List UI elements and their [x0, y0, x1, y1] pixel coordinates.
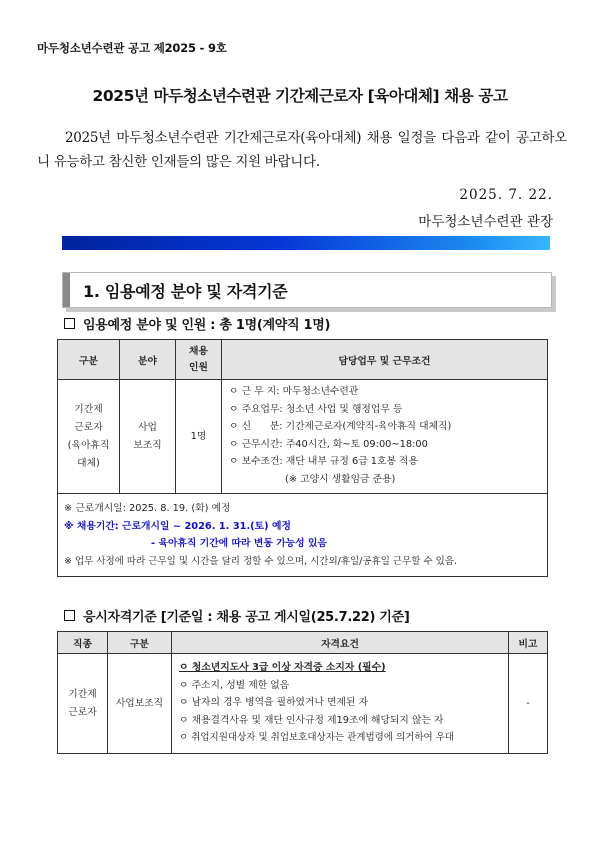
positions-table-header [58, 340, 548, 380]
note-start-date: ※ 근로개시일: 2025. 8. 19. (화) 예정 [64, 503, 231, 514]
note-period-sub: - 육아휴직 기간에 따라 변동 가능성 있음 [151, 538, 327, 549]
header-type: 구분 [108, 632, 172, 654]
cell-field [120, 380, 176, 494]
header-remarks: 비고 [509, 632, 548, 654]
page-title: 2025년 마두청소년수련관 기간제근로자 [육아대체] 채용 공고 [92, 87, 508, 105]
requirement-item-required: ㅇ 청소년지도사 3급 이상 자격증 소지자 (필수) [179, 662, 386, 673]
intro-paragraph: 2025년 마두청소년수련관 기간제근로자(육아대체) 채용 일정을 다음과 같이 공고하오니 유능하고 참신한 인재들의 많은 지원 바랍니다. [37, 130, 567, 170]
header-count [176, 340, 222, 380]
doc-number: 마두청소년수련관 공고 제2025 - 9호 [37, 41, 227, 55]
note-hours: ※ 업무 사정에 따라 근무일 및 시간을 달리 정할 수 있으며, 시간외/휴일/공휴일 근무할 수 있음. [64, 555, 458, 567]
subheading-positions-label: 임용예정 분야 및 인원 : 총 1명(계약직 1명) [83, 318, 331, 333]
subheading-qualifications-label: 응시자격기준 [기준일 : 채용 공고 게시일(25.7.22) 기준] [83, 610, 410, 625]
cell-remarks: - [509, 654, 548, 754]
cell-type-line: 대체) [77, 457, 100, 469]
duty-item: ㅇ 보수조건: 재단 내부 규정 6급 1호봉 적용 [229, 456, 418, 467]
header-requirements: 자격요건 [172, 632, 509, 654]
requirement-item: ㅇ 남자의 경우 병역을 필하였거나 면제된 자 [179, 697, 369, 708]
duty-item: ㅇ 근 무 지: 마두청소년수련관 [229, 386, 359, 397]
section-heading-label: 1. 임용예정 분야 및 자격기준 [83, 282, 288, 301]
cell-field-line: 보조직 [133, 439, 162, 451]
cell-type-line: (육아휴직 [67, 439, 110, 451]
header-count-line1: 채용 [189, 345, 208, 357]
duty-item: ㅇ 신 분: 기간제근로자(계약직-육아휴직 대체직) [229, 421, 452, 432]
qualifications-table [57, 631, 548, 754]
positions-notes [58, 494, 548, 577]
header-duties: 담당업무 및 근무조건 [222, 340, 548, 380]
header-job: 직종 [58, 632, 108, 654]
table-row [58, 654, 548, 754]
cell-duties [222, 380, 548, 494]
requirement-item: ㅇ 채용결격사유 및 재단 인사규정 제19조에 해당되지 않는 자 [179, 714, 444, 726]
cell-type-line: 기간제 [74, 403, 103, 415]
subheading-positions [64, 314, 330, 333]
duty-item-note: (※ 고양시 생활임금 준용) [285, 473, 396, 485]
cell-field-line: 사업 [138, 421, 157, 433]
cell-requirements [172, 654, 509, 754]
header-type: 구분 [58, 340, 120, 380]
cell-job-line: 근로자 [68, 706, 97, 718]
cell-job-line: 기간제 [68, 688, 97, 700]
qualifications-table-header [58, 632, 548, 654]
subheading-qualifications [64, 606, 409, 625]
issuer: 마두청소년수련관 관장 [418, 214, 553, 230]
duty-item: ㅇ 근무시간: 주40시간, 화~토 09:00~18:00 [229, 438, 428, 450]
cell-count: 1명 [176, 380, 222, 494]
header-field: 분야 [120, 340, 176, 380]
cell-type [58, 380, 120, 494]
section-tab-marker [63, 273, 70, 307]
announcement-date: 2025. 7. 22. [459, 187, 553, 203]
positions-notes-row [58, 494, 548, 577]
cell-type-line: 근로자 [74, 421, 103, 433]
section-heading-1 [62, 272, 552, 308]
duty-item: ㅇ 주요업무: 청소년 사업 및 행정업무 등 [229, 403, 403, 415]
checkbox-square-icon [64, 610, 75, 621]
requirement-item: ㅇ 취업지원대상자 및 취업보호대상자는 관계법령에 의거하여 우대 [179, 732, 455, 743]
cell-type: 사업보조직 [108, 654, 172, 754]
positions-table [57, 339, 548, 577]
requirement-item: ㅇ 주소지, 성별 제한 없음 [179, 679, 290, 691]
header-count-line2: 인원 [189, 361, 208, 373]
note-period: ※ 채용기간: 근로개시일 ~ 2026. 1. 31.(토) 예정 [64, 520, 291, 532]
table-row [58, 380, 548, 494]
checkbox-square-icon [64, 318, 75, 329]
cell-job [58, 654, 108, 754]
accent-bar [62, 236, 550, 250]
